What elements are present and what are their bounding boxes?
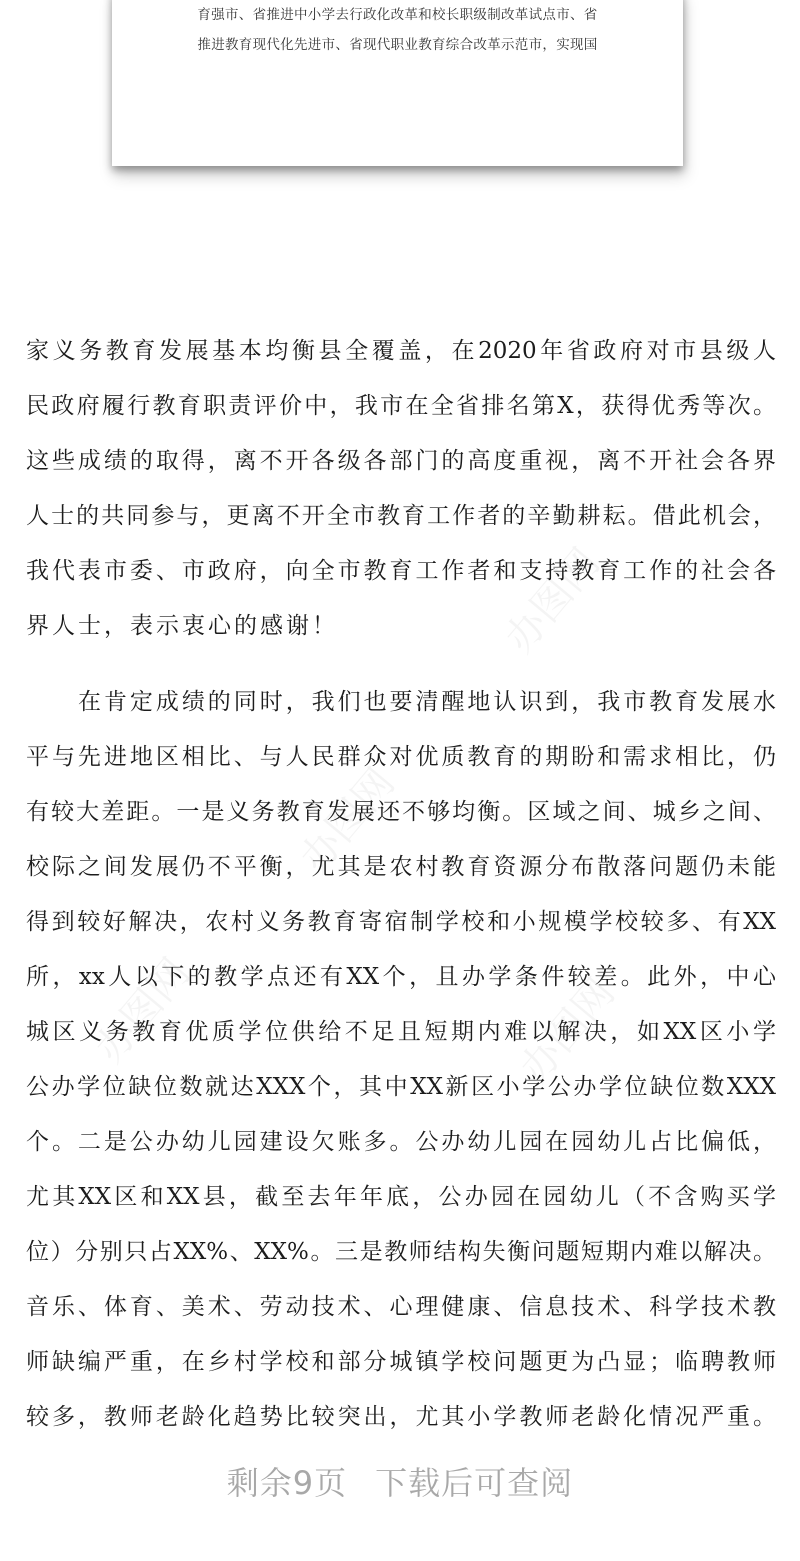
text-line: 得到较好解决，农村义务教育寄宿制学校和小规模学校较多、有XX — [26, 909, 776, 935]
text-line: 家义务教育发展基本均衡县全覆盖，在2020年省政府对市县级人 — [26, 338, 776, 364]
text-line: 音乐、体育、美术、劳动技术、心理健康、信息技术、科学技术教 — [26, 1294, 776, 1320]
preview-line: 推进教育现代化先进市、省现代职业教育综合改革示范市，实现国 — [197, 37, 598, 53]
watermark-text — [490, 534, 611, 663]
text-line: 位）分别只占XX%、XX%。三是教师结构失衡问题短期内难以解决。 — [26, 1239, 776, 1265]
text-line: 较多，教师老龄化趋势比较突出，尤其小学教师老龄化情况严重。 — [26, 1404, 776, 1430]
text-line: 城区义务教育优质学位供给不足且短期内难以解决，如XX区小学 — [26, 1019, 776, 1045]
text-line: 校际之间发展仍不平衡，尤其是农村教育资源分布散落问题仍未能 — [26, 854, 776, 880]
text-line: 这些成绩的取得，离不开各级各部门的高度重视，离不开社会各界 — [26, 448, 776, 474]
text-line: 我代表市委、市政府，向全市教育工作者和支持教育工作的社会各 — [26, 558, 776, 584]
text-line: 所，xx人以下的教学点还有XX个，且办学条件较差。此外，中心 — [26, 964, 776, 990]
preview-line: 育强市、省推进中小学去行政化改革和校长职级制改革试点市、省 — [197, 7, 598, 23]
download-prompt[interactable] — [0, 1458, 800, 1504]
text-line: 有较大差距。一是义务教育发展还不够均衡。区域之间、城乡之间、 — [26, 799, 776, 825]
download-to-view-label[interactable]: 下载后可查阅 — [375, 1464, 574, 1502]
remaining-pages-label[interactable]: 剩余9页 — [226, 1464, 348, 1502]
text-line: 平与先进地区相比、与人民群众对优质教育的期盼和需求相比，仍 — [26, 744, 776, 770]
text-line: 公办学位缺位数就达XXX个，其中XX新区小学公办学位缺位数XXX — [26, 1074, 776, 1100]
document-preview-card — [112, 0, 683, 166]
text-line: 界人士，表示衷心的感谢！ — [26, 613, 338, 639]
text-line: 人士的共同参与，更离不开全市教育工作者的辛勤耕耘。借此机会， — [26, 503, 776, 529]
text-line: 在肯定成绩的同时，我们也要清醒地认识到，我市教育发展水 — [78, 689, 776, 715]
text-line: 民政府履行教育职责评价中，我市在全省排名第X，获得优秀等次。 — [26, 393, 776, 419]
text-line: 个。二是公办幼儿园建设欠账多。公办幼儿园在园幼儿占比偏低， — [26, 1129, 776, 1155]
text-line: 师缺编严重，在乡村学校和部分城镇学校问题更为凸显；临聘教师 — [26, 1349, 776, 1375]
text-line: 尤其XX区和XX县，截至去年年底，公办园在园幼儿（不含购买学 — [26, 1184, 776, 1210]
